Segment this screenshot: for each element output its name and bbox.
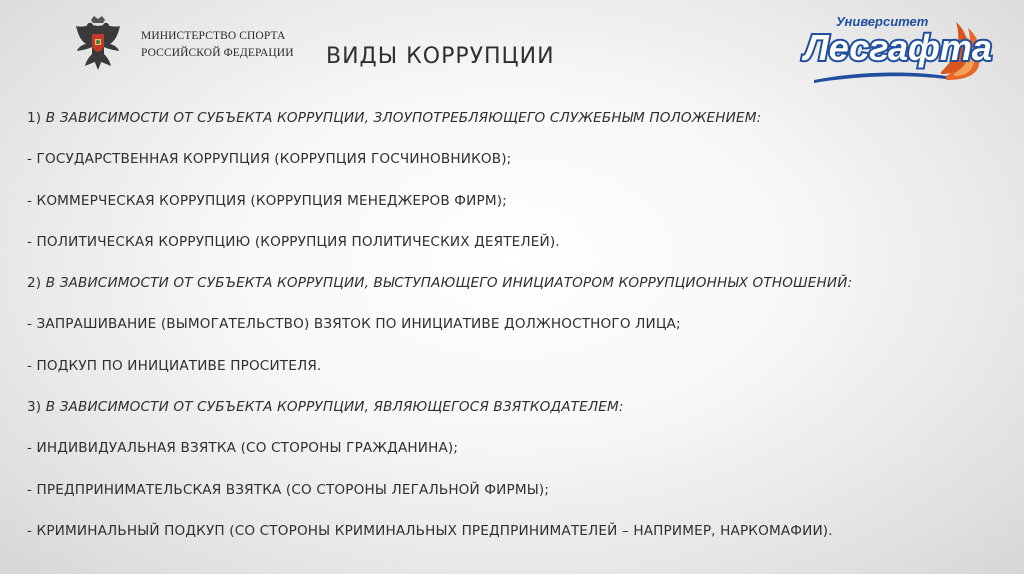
- item-number: 2): [27, 275, 42, 292]
- item-text: - ИНДИВИДУАЛЬНАЯ ВЗЯТКА (СО СТОРОНЫ ГРАЖДАНИНА);: [27, 440, 459, 457]
- ministry-emblem-icon: [72, 14, 124, 74]
- ministry-line-1: МИНИСТЕРСТВО СПОРТА: [141, 30, 286, 42]
- item-text: В ЗАВИСИМОСТИ ОТ СУБЪЕКТА КОРРУПЦИИ, ВЫСТУПАЮЩЕГО ИНИЦИАТОРОМ КОРРУПЦИОННЫХ ОТНОШЕНИЙ:: [45, 275, 853, 292]
- list-item: [27, 149, 1007, 190]
- item-text: - КОММЕРЧЕСКАЯ КОРРУПЦИЯ (КОРРУПЦИЯ МЕНЕДЖЕРОВ ФИРМ);: [27, 192, 507, 209]
- list-item: [27, 314, 1007, 355]
- item-text: - ПРЕДПРИНИМАТЕЛЬСКАЯ ВЗЯТКА (СО СТОРОНЫ ЛЕГАЛЬНОЙ ФИРМЫ);: [27, 481, 550, 498]
- item-text: - ГОСУДАРСТВЕННАЯ КОРРУПЦИЯ (КОРРУПЦИЯ ГОСЧИНОВНИКОВ);: [27, 151, 512, 168]
- page-title: ВИДЫ КОРРУПЦИИ: [326, 44, 555, 69]
- list-item: [27, 521, 1007, 562]
- ministry-name: [141, 28, 294, 62]
- logo-top-text: Университет: [836, 14, 929, 29]
- logo-main-text: Лесгафта: [804, 27, 992, 68]
- list-item: [27, 480, 1007, 521]
- item-number: 3): [27, 399, 42, 416]
- list-item: [27, 356, 1007, 397]
- list-item: [27, 108, 1007, 149]
- list-item: [27, 273, 1007, 314]
- item-text: - ПОЛИТИЧЕСКАЯ КОРРУПЦИЮ (КОРРУПЦИЯ ПОЛИТИЧЕСКИХ ДЕЯТЕЛЕЙ).: [27, 233, 560, 250]
- list-item: [27, 232, 1007, 273]
- content-body: [27, 108, 1007, 562]
- list-item: [27, 397, 1007, 438]
- item-text: В ЗАВИСИМОСТИ ОТ СУБЪЕКТА КОРРУПЦИИ, ЗЛОУПОТРЕБЛЯЮЩЕГО СЛУЖЕБНЫМ ПОЛОЖЕНИЕМ:: [45, 110, 762, 126]
- item-text: - ПОДКУП ПО ИНИЦИАТИВЕ ПРОСИТЕЛЯ.: [27, 357, 322, 374]
- item-text: - КРИМИНАЛЬНЫЙ ПОДКУП (СО СТОРОНЫ КРИМИНАЛЬНЫХ ПРЕДПРИНИМАТЕЛЕЙ – НАПРИМЕР, НАРКОМАФИИ).: [27, 522, 833, 539]
- list-item: [27, 191, 1007, 232]
- item-number: 1): [27, 110, 42, 126]
- item-text: - ЗАПРАШИВАНИЕ (ВЫМОГАТЕЛЬСТВО) ВЗЯТОК ПО ИНИЦИАТИВЕ ДОЛЖНОСТНОГО ЛИЦА;: [27, 316, 681, 333]
- university-logo: [796, 6, 996, 88]
- ministry-line-2: РОССИЙСКОЙ ФЕДЕРАЦИИ: [141, 47, 294, 59]
- list-item: [27, 438, 1007, 479]
- item-text: В ЗАВИСИМОСТИ ОТ СУБЪЕКТА КОРРУПЦИИ, ЯВЛЯЮЩЕГОСЯ ВЗЯТКОДАТЕЛЕМ:: [45, 399, 624, 416]
